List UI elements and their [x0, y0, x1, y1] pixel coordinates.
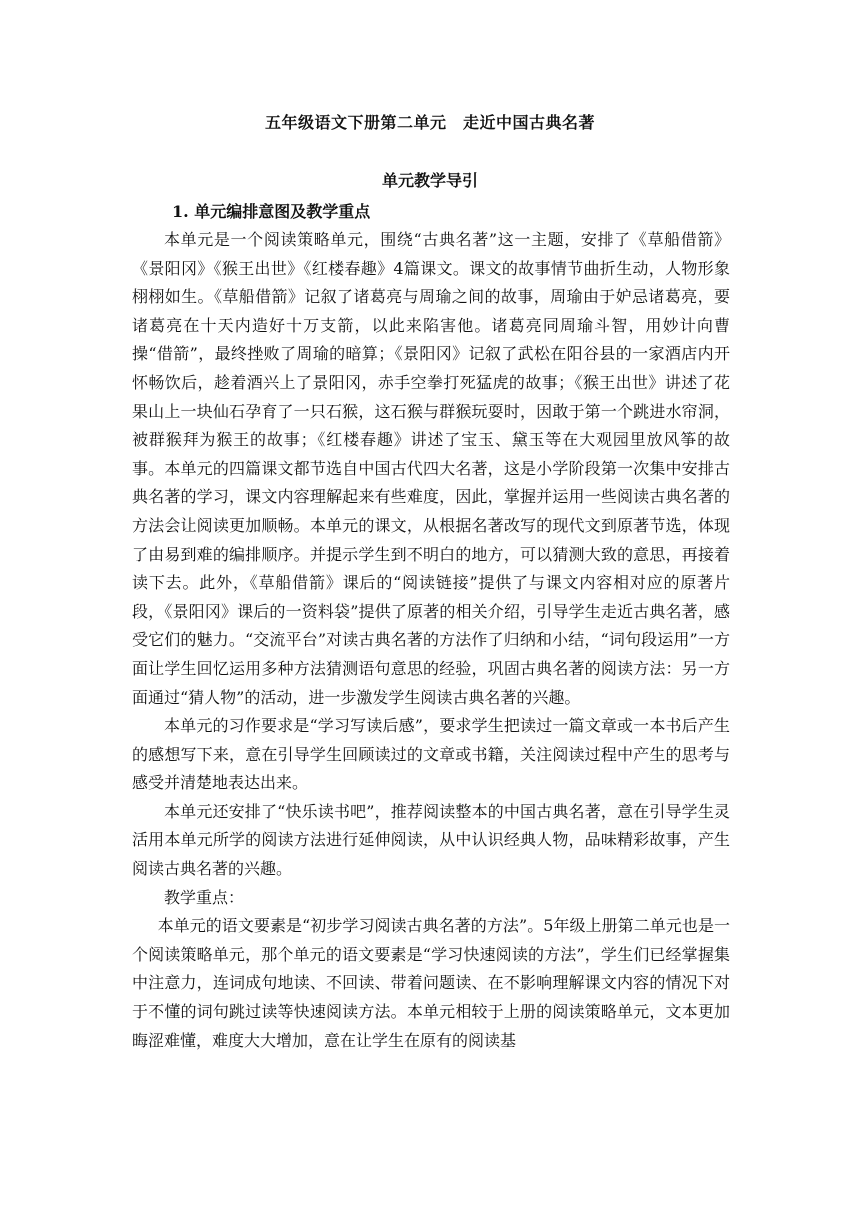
paragraph-intro: 本单元是一个阅读策略单元，围绕“古典名著”这一主题，安排了《草船借箭》《景阳冈》《猴王出世》《红楼春趣》4篇课文。课文的故事情节曲折生动，人物形象栩栩如生。《草船借箭》记叙了诸葛亮与周瑜之间的故事，周瑜由于妒忌诸葛亮，要诸葛亮在十天内造好十万支箭，以此来陷害他。诸葛亮同周瑜斗智，用妙计向曹操“借箭”，最终挫败了周瑜的暗算；《景阳冈》记叙了武松在阳谷县的一家酒店内开怀畅饮后，趁着酒兴上了景阳冈，赤手空拳打死猛虎的故事；《猴王出世》讲述了花果山上一块仙石孕育了一只石猴，这石猴与群猴玩耍时，因敢于第一个跳进水帘洞，被群猴拜为猴王的故事；《红楼春趣》讲述了宝玉、黛玉等在大观园里放风筝的故事。本单元的四篇课文都节选自中国古代四大名著，这是小学阶段第一次集中安排古典名著的学习，课文内容理解起来有些难度，因此，掌握并运用一些阅读古典名著的方法会让阅读更加顺畅。本单元的课文，从根据名著改写的现代文到原著节选，体现了由易到难的编排顺序。并提示学生到不明白的地方，可以猜测大致的意思，再接着读下去。此外，《草船借箭》课后的“阅读链接”提供了与课文内容相对应的原著片段，《景阳冈》课后的一资料袋”提供了原著的相关介绍，引导学生走近古典名著，感受它们的魅力。“交流平台”对读古典名著的方法作了归纳和小结，“词句段运用”一方面让学生回忆运用多种方法猜测语句意思的经验，巩固古典名著的阅读方法：另一方面通过“猜人物”的活动，进一步激发学生阅读古典名著的兴趣。	[132, 230, 730, 707]
paragraph-teaching-focus: 本单元的语文要素是“初步学习阅读古典名著的方法”。5年级上册第二单元也是一个阅读策略单元，那个单元的语文要素是“学习快速阅读的方法”，学生们已经掌握集中注意力，连词成句地读、不回读、带着问题读、在不影响理解课文内容的情况下对于不懂的词句跳过读等快速阅读方法。本单元相较于上册的阅读策略单元，文本更加晦涩难懂，难度大大增加，意在让学生在原有的阅读基	[132, 916, 730, 1050]
body-text	[132, 226, 730, 1055]
paragraph-reading-bar: 本单元还安排了“快乐读书吧”，推荐阅读整本的中国古典名著，意在引导学生灵活用本单元所学的阅读方法进行延伸阅读，从中认识经典人物，品味精彩故事，产生阅读古典名著的兴趣。	[132, 801, 730, 879]
sub-heading: 1. 单元编排意图及教学重点	[172, 202, 371, 221]
teaching-focus-label: 教学重点：	[164, 887, 245, 907]
section-title: 单元教学导引	[381, 171, 478, 190]
document-title: 五年级语文下册第二单元 走近中国古典名著	[264, 113, 595, 132]
paragraph-writing: 本单元的习作要求是“学习写读后感”，要求学生把读过一篇文章或一本书后产生的感想写下来，意在引导学生回顾读过的文章或书籍，关注阅读过程中产生的思考与感受并清楚地表达出来。	[132, 716, 730, 793]
